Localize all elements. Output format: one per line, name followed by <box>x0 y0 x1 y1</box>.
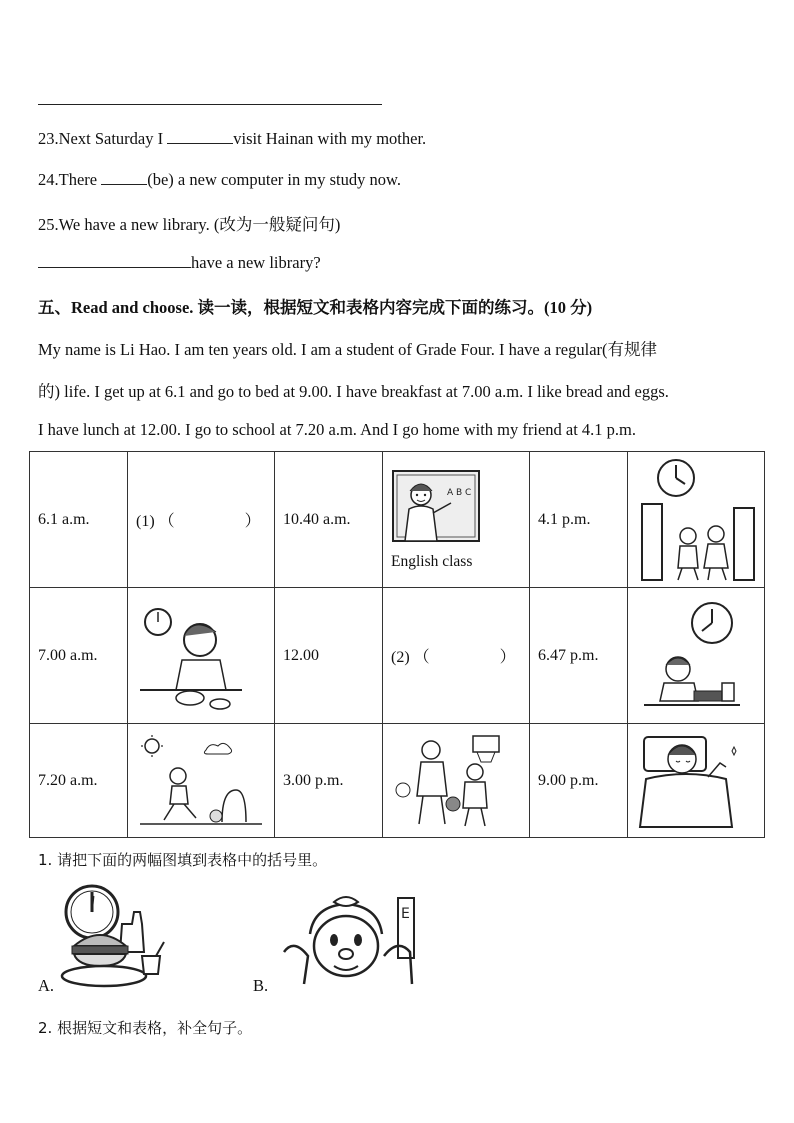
question-24-after: (be) a new computer in my study now. <box>147 170 401 189</box>
table-cell-sleeping <box>628 724 765 838</box>
svg-text:E: E <box>401 906 410 922</box>
task-2-instruction: 2. 根据短文和表格，补全句子。 <box>38 1019 253 1037</box>
boy-eating-breakfast-picture <box>136 600 246 712</box>
kids-playing-basketball-picture <box>391 732 511 830</box>
passage-line-1: My name is Li Hao. I am ten years old. I am a student of Grade Four. I have a regular(有规律 <box>38 340 658 359</box>
table-cell-time: 4.1 p.m. <box>530 452 628 588</box>
table-cell-time: 6.1 a.m. <box>30 452 128 588</box>
blank-2-open-paren: （ <box>413 649 430 666</box>
teacher-at-blackboard-picture <box>391 469 483 553</box>
table-cell-time: 9.00 p.m. <box>530 724 628 838</box>
section-5-title <box>38 294 592 318</box>
table-row <box>30 588 765 724</box>
boy-sleeping-in-bed-picture <box>636 733 746 829</box>
table-cell-blank-2 <box>383 588 530 724</box>
table-cell-homework <box>628 588 765 724</box>
blank-1-close-paren: ） <box>244 513 261 530</box>
table-cell-time: 6.47 p.m. <box>530 588 628 724</box>
question-24 <box>38 170 401 190</box>
blank-2-close-paren: ） <box>499 649 516 666</box>
blank-1-label: (1) <box>136 513 155 530</box>
table-cell-blank-1 <box>128 452 275 588</box>
table-row <box>30 452 765 588</box>
table-cell-breakfast <box>128 588 275 724</box>
table-cell-english-class <box>383 452 530 588</box>
option-b-teacher-picture <box>280 894 416 992</box>
table-cell-time: 3.00 p.m. <box>275 724 383 838</box>
table-cell-going-to-school <box>128 724 275 838</box>
table-cell-going-home <box>628 452 765 588</box>
table-cell-time: 12.00 <box>275 588 383 724</box>
question-25: 25.We have a new library. (改为一般疑问句) <box>38 215 341 234</box>
boy-doing-homework-picture <box>636 597 746 715</box>
answer-line <box>38 104 382 105</box>
option-a-lunch-picture <box>60 882 170 992</box>
question-23 <box>38 129 426 149</box>
passage-line-3: I have lunch at 12.00. I go to school at 7.20 a.m. And I go home with my friend at 4.1 p.m. <box>38 420 637 439</box>
task-1-instruction: 1. 请把下面的两幅图填到表格中的括号里。 <box>38 851 328 869</box>
table-cell-time: 7.20 a.m. <box>30 724 128 838</box>
blank-2-label: (2) <box>391 649 410 666</box>
section-5-title-cn: 读一读，根据短文和表格内容完成下面的练习。(10 分) <box>193 298 593 317</box>
english-class-caption: English class <box>391 552 473 570</box>
passage-line-2: 的) life. I get up at 6.1 and go to bed at 9.00. I have breakfast at 7.00 a.m. I like bread and eggs. <box>38 382 669 401</box>
question-25-answer-after: have a new library? <box>191 253 321 272</box>
option-b-label: B. <box>253 976 269 995</box>
schedule-table <box>29 451 765 838</box>
boy-running-to-school-picture <box>136 734 266 828</box>
question-23-before: 23.Next Saturday I <box>38 129 168 148</box>
table-cell-basketball <box>383 724 530 838</box>
question-25-answer <box>38 253 321 273</box>
table-cell-time: 7.00 a.m. <box>30 588 128 724</box>
question-24-blank[interactable] <box>101 184 147 185</box>
blank-1-open-paren: （ <box>158 513 175 530</box>
section-5-title-en: 五、Read and choose. <box>38 298 194 317</box>
question-23-after: visit Hainan with my mother. <box>233 129 427 148</box>
svg-text:A B C: A B C <box>447 487 472 498</box>
kids-walking-home-picture <box>636 456 760 584</box>
question-25-blank[interactable] <box>38 267 191 268</box>
question-23-blank[interactable] <box>167 143 233 144</box>
question-24-before: 24.There <box>38 170 102 189</box>
table-cell-time: 10.40 a.m. <box>275 452 383 588</box>
option-a-label: A. <box>38 976 55 995</box>
table-row <box>30 724 765 838</box>
